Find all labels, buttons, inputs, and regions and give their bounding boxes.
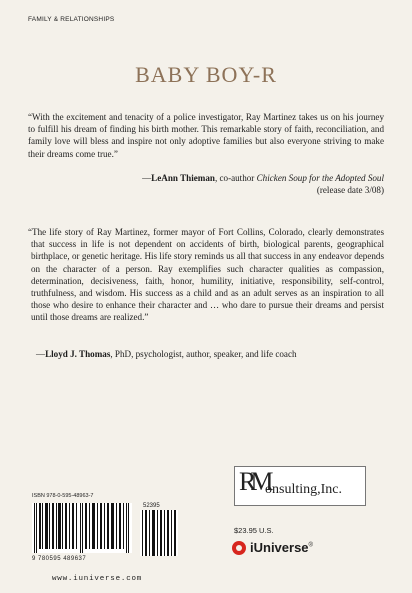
endorsement-2 xyxy=(28,226,384,359)
rm-consulting-logo xyxy=(234,466,366,506)
endorsement-2-text: “The life story of Ray Martinez, former mayor of Fort Collins, Colorado, clearly demonstrates that success in life is not dependent on accidents of birth, biological parents, geographical birthplace, or genetic heritage. His life story reminds us all that success in any endeavor depends on the character of a person. Ray exemplifies such character qualities as compassion, determination, decisiveness, faith, honor, humility, initiative, responsibility, self-control, truthfulness, and wisdom. His success as a child and as an adult serves as an inspiration to all those who desire to enhance their character and … who dare to pursue their dreams and persist until those dreams are realized.” xyxy=(28,227,384,323)
rm-logo-text: onsulting,Inc. xyxy=(265,482,342,497)
isbn-barcode-number: 9 780595 489637 xyxy=(32,556,87,562)
rm-logo-letters: RM xyxy=(239,467,268,496)
endorsement-1-attribution xyxy=(28,172,384,184)
price-barcode xyxy=(140,510,178,556)
dash: — xyxy=(142,173,152,183)
isbn-barcode xyxy=(32,503,132,553)
endorsement-1 xyxy=(28,111,384,195)
book-title: BABY BOY-R xyxy=(135,62,277,87)
category-label: FAMILY & RELATIONSHIPS xyxy=(28,16,115,23)
endorsement-1-text: “With the excitement and tenacity of a police investigator, Ray Martinez takes us on his journey to fulfill his dream of finding his birth mother. This remarkable story of faith, reconciliation, and family love will bless and inspire not only adoptive families but also everyone striving to make their dreams come true.” xyxy=(28,112,384,159)
iuniverse-logo-icon xyxy=(232,541,246,555)
publisher-url: www.iuniverse.com xyxy=(52,575,143,583)
endorsement-1-author: LeAnn Thieman xyxy=(151,173,215,183)
endorsement-2-attribution xyxy=(36,348,297,360)
registered-mark: ® xyxy=(308,542,313,549)
iuniverse-logo xyxy=(250,540,313,555)
dash: — xyxy=(36,349,46,359)
endorsement-2-author: Lloyd J. Thomas xyxy=(45,349,111,359)
isbn-label: ISBN 978-0-595-48963-7 xyxy=(32,493,94,499)
endorsement-2-role: , PhD, psychologist, author, speaker, and life coach xyxy=(110,349,297,359)
price: $23.95 U.S. xyxy=(234,526,274,535)
endorsement-1-role: , co-author xyxy=(214,173,257,183)
iuniverse-name: iUniverse xyxy=(250,540,309,555)
price-code: 52395 xyxy=(143,503,160,509)
endorsement-1-book: Chicken Soup for the Adopted Soul xyxy=(256,173,384,183)
endorsement-1-note: (release date 3/08) xyxy=(316,185,384,195)
